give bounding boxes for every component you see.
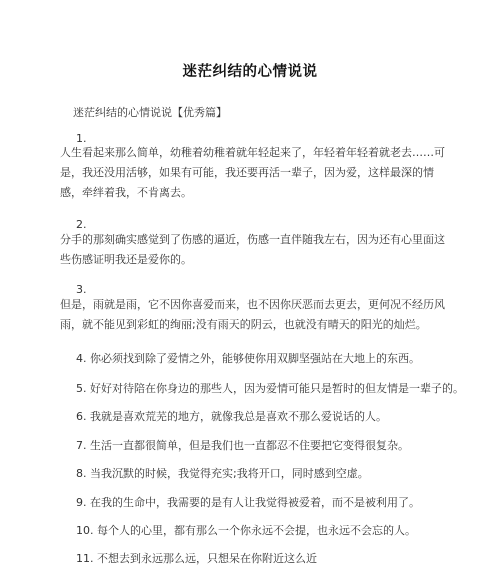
list-item: 8. 当我沉默的时候，我觉得充实;我将开口，同时感到空虚。 [76, 467, 369, 480]
section-number: 2. [76, 218, 87, 231]
section-number: 3. [76, 283, 87, 296]
section-paragraph: 分手的那刻确实感觉到了伤感的逼近，伤感一直伴随我左右，因为还有心里面这些伤感证明我还是爱你的。 [60, 233, 445, 266]
subtitle: 迷茫纠结的心情说说【优秀篇】 [73, 106, 227, 119]
list-item: 10. 每个人的心里，都有那么一个你永远不会提，也永远不会忘的人。 [76, 524, 416, 537]
page-title: 迷茫纠结的心情说说 [182, 63, 318, 80]
section-number: 1. [76, 132, 87, 145]
list-item: 5. 好好对待陪在你身边的那些人，因为爱情可能只是暂时的但友情是一辈子的。 [76, 382, 464, 395]
section-paragraph: 人生看起来那么简单，幼稚着幼稚着就年轻起来了，年轻着年轻着就老去……可是，我还没用活够，如果有可能，我还要再活一辈子，因为爱，这样最深的情感，牵绊着我，不肯离去。 [60, 146, 445, 199]
section-paragraph: 但是，雨就是雨，它不因你喜爱而来，也不因你厌恶而去更去，更何况不经历风雨，就不能见到彩虹的绚丽;没有雨天的阴云，也就没有晴天的阳光的灿烂。 [60, 298, 445, 331]
list-item: 7. 生活一直都很简单，但是我们也一直都忍不住要把它变得很复杂。 [76, 439, 409, 452]
list-item: 11. 不想去到永远那么远，只想呆在你附近这么近 [76, 552, 317, 565]
list-item: 6. 我就是喜欢荒芜的地方，就像我总是喜欢不那么爱说话的人。 [76, 410, 387, 423]
list-item: 4. 你必须找到除了爱情之外，能够使你用双脚坚强站在大地上的东西。 [76, 352, 420, 365]
list-item: 9. 在我的生命中，我需要的是有人让我觉得被爱着，而不是被利用了。 [76, 496, 420, 509]
